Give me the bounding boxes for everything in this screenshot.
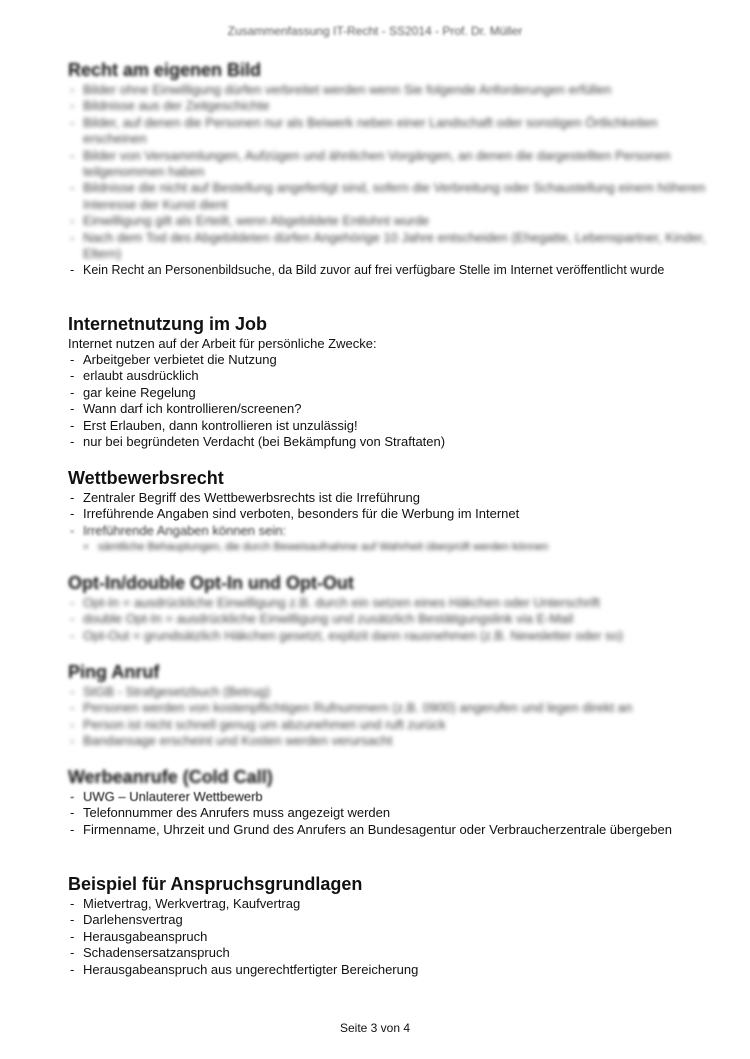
bullet-list	[68, 684, 708, 750]
list-item: - Herausgabeanspruch	[68, 929, 708, 945]
list-item: - Arbeitgeber verbietet die Nutzung	[68, 352, 708, 368]
list-item: - Bildnisse aus der Zeitgeschichte	[68, 98, 708, 114]
list-item: - Mietvertrag, Werkvertrag, Kaufvertrag	[68, 896, 708, 912]
section-heading: Ping Anruf	[68, 662, 160, 682]
section-heading: Werbeanrufe (Cold Call)	[68, 767, 273, 787]
list-item: - nur bei begründeten Verdacht (bei Bekämpfung von Straftaten)	[68, 434, 708, 450]
section-internetnutzung	[68, 314, 708, 450]
section-heading: Opt-In/double Opt-In und Opt-Out	[68, 573, 354, 593]
section-heading: Wettbewerbsrecht	[68, 468, 224, 488]
section-anspruchsgrundlagen	[68, 874, 708, 978]
bullet-list	[68, 352, 708, 450]
list-item: - Kein Recht an Personenbildsuche, da Bild zuvor auf frei verfügbare Stelle im Internet veröffentlicht wurde	[68, 262, 708, 278]
list-item: - Einwilligung gilt als Erteilt, wenn Abgebildete Entlohnt wurde	[68, 213, 708, 229]
list-item: - Zentraler Begriff des Wettbewerbsrechts ist die Irreführung	[68, 490, 708, 506]
list-item: - Person ist nicht schnell genug um abzunehmen und ruft zurück	[68, 717, 708, 733]
sub-list-item: ▪ sämtliche Behauptungen, die durch Beweisaufnahme auf Wahrheit überprüft werden können	[68, 539, 708, 555]
list-item: - Irreführende Angaben sind verboten, besonders für die Werbung im Internet	[68, 506, 708, 522]
list-item: - Wann darf ich kontrollieren/screenen?	[68, 401, 708, 417]
list-item: - Opt-In = ausdrückliche Einwilligung z.B. durch ein setzen eines Häkchen oder Unterschrift	[68, 595, 708, 611]
list-item: - Bilder von Versammlungen, Aufzügen und ähnlichen Vorgängen, an denen die dargestellten Personen teilgenommen haben	[68, 148, 708, 181]
list-item: - Bilder ohne Einwilligung dürfen verbreitet werden wenn Sie folgende Anforderungen erfüllen	[68, 82, 708, 98]
bullet-list	[68, 490, 708, 556]
list-item: - double Opt-In = ausdrückliche Einwilligung und zusätzlich Bestätigungslink via E-Mail	[68, 611, 708, 627]
bullet-list	[68, 82, 708, 262]
list-item: - gar keine Regelung	[68, 385, 708, 401]
section-opt-in	[68, 573, 708, 644]
list-item: - Bandansage erscheint und Kosten werden verursacht	[68, 733, 708, 749]
section-ping-anruf	[68, 662, 708, 750]
list-item: - Personen werden von kostenpflichtigen Rufnummern (z.B. 0900) angerufen und legen direkt an	[68, 700, 708, 716]
page-header: Zusammenfassung IT-Recht - SS2014 - Prof. Dr. Müller	[227, 24, 523, 38]
section-heading: Recht am eigenen Bild	[68, 60, 262, 80]
list-item: - Irreführende Angaben können sein:	[68, 523, 708, 539]
section-wettbewerbsrecht	[68, 468, 708, 556]
list-item: - Bildnisse die nicht auf Bestellung angefertigt sind, sofern die Verbreitung oder Schaustellung einem höheren Interesse der Kunst dient	[68, 180, 708, 213]
list-item: - UWG – Unlauterer Wettbewerb	[68, 789, 708, 805]
bullet-list	[68, 896, 708, 978]
list-item: - Bilder, auf denen die Personen nur als Beiwerk neben einer Landschaft oder sonstigen Örtlichkeiten erscheinen	[68, 115, 708, 148]
list-item: - Nach dem Tod des Abgebildeten dürfen Angehörige 10 Jahre entscheiden (Ehegatte, Lebenspartner, Kinder, Eltern)	[68, 230, 708, 263]
list-item: - StGB - Strafgesetzbuch (Betrug)	[68, 684, 708, 700]
list-item: - Opt-Out = grundsätzlich Häkchen gesetzt, explizit dann rausnehmen (z.B. Newsletter oder so)	[68, 628, 708, 644]
section-heading: Internetnutzung im Job	[68, 314, 267, 334]
list-item: - erlaubt ausdrücklich	[68, 368, 708, 384]
bullet-list	[68, 262, 708, 278]
list-item: - Firmenname, Uhrzeit und Grund des Anrufers an Bundesagentur oder Verbraucherzentrale übergeben	[68, 822, 708, 838]
section-recht-am-eigenen-bild	[68, 60, 708, 279]
section-werbeanrufe	[68, 767, 708, 838]
bullet-list	[68, 595, 708, 644]
bullet-list	[68, 789, 708, 838]
section-heading: Beispiel für Anspruchsgrundlagen	[68, 874, 363, 894]
list-item: - Erst Erlauben, dann kontrollieren ist unzulässig!	[68, 418, 708, 434]
section-intro: Internet nutzen auf der Arbeit für persönliche Zwecke:	[68, 336, 377, 351]
page-footer: Seite 3 von 4	[339, 1021, 411, 1035]
list-item: - Telefonnummer des Anrufers muss angezeigt werden	[68, 805, 708, 821]
list-item: - Schadensersatzanspruch	[68, 945, 708, 961]
list-item: - Darlehensvertrag	[68, 912, 708, 928]
list-item: - Herausgabeanspruch aus ungerechtfertigter Bereicherung	[68, 962, 708, 978]
